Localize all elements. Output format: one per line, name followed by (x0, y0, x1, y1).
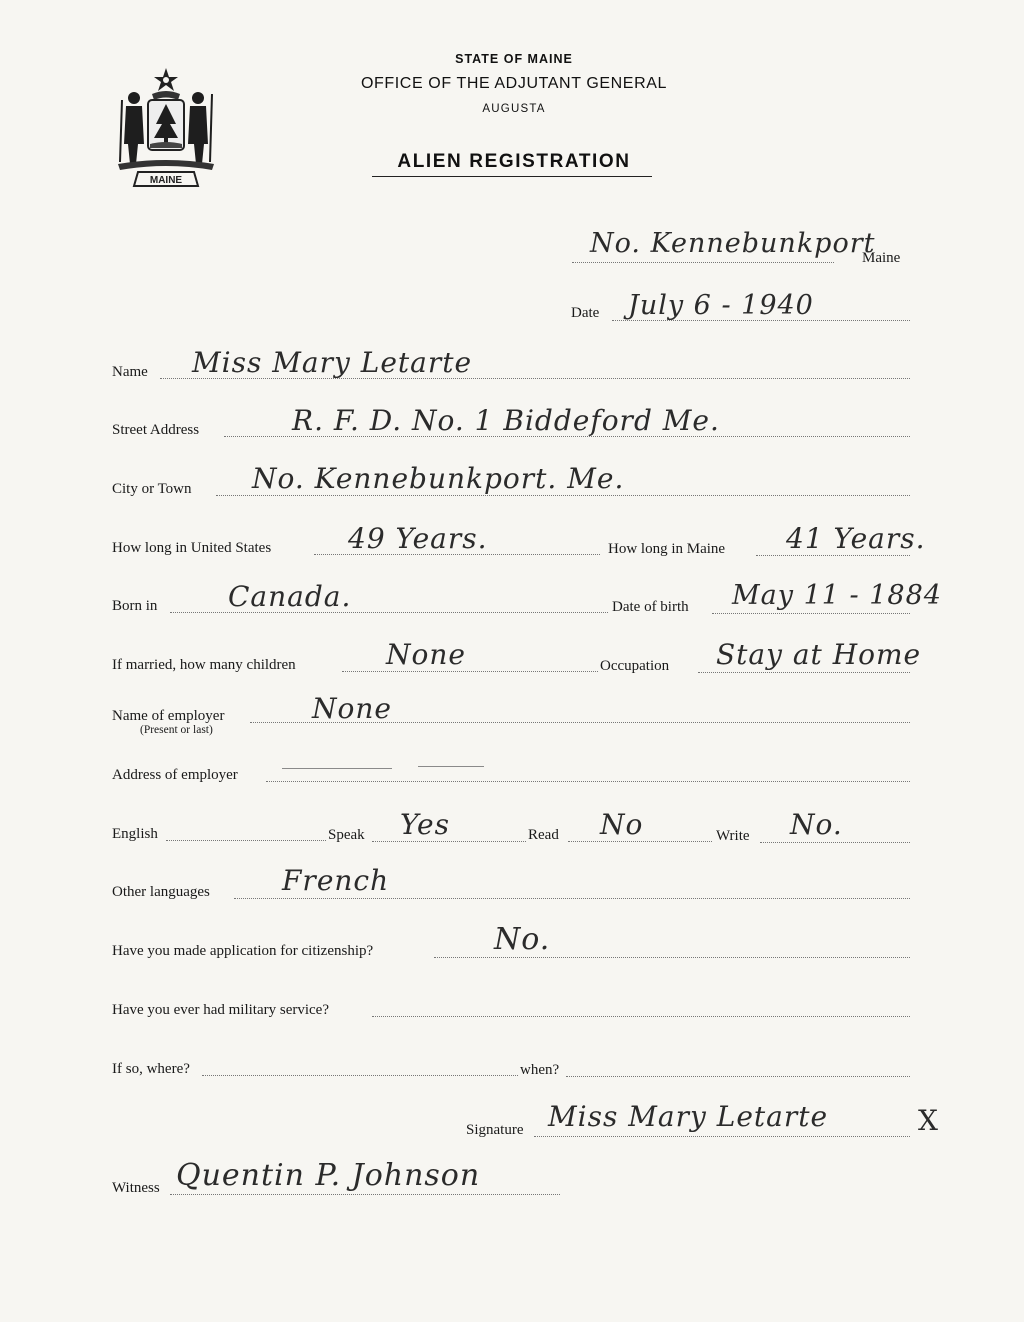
svg-text:MAINE: MAINE (149, 175, 183, 186)
children-value: None (386, 638, 466, 671)
employer-name-value: None (312, 692, 392, 725)
town-value: No. Kennebunkport (590, 228, 876, 259)
when-line (566, 1076, 910, 1077)
date-value: July 6 - 1940 (628, 290, 814, 321)
english-line (166, 840, 326, 841)
write-label: Write (716, 828, 750, 844)
read-label: Read (528, 827, 559, 843)
how-long-maine-label: How long in Maine (608, 541, 726, 557)
employer-address-label: Address of employer (112, 767, 238, 783)
town-line (572, 262, 834, 263)
street-address-label: Street Address (112, 422, 200, 438)
witness-line (170, 1194, 560, 1195)
city-value: No. Kennebunkport. Me. (252, 462, 625, 495)
occupation-line (698, 672, 910, 673)
how-long-us-label: How long in United States (112, 540, 272, 556)
employer-address-dash-2 (418, 766, 484, 767)
write-value: No. (790, 808, 843, 841)
speak-label: Speak (328, 827, 365, 843)
signature-mark: X (918, 1104, 939, 1137)
other-languages-value: French (282, 864, 390, 897)
header-city: AUGUSTA (482, 103, 546, 115)
employer-address-line (266, 781, 910, 782)
citizenship-line (434, 957, 910, 958)
date-of-birth-line (712, 613, 910, 614)
write-line (760, 842, 910, 843)
read-value: No (600, 808, 644, 841)
if-so-where-line (202, 1075, 518, 1076)
military-line (372, 1016, 910, 1017)
employer-name-sublabel: (Present or last) (140, 724, 213, 736)
signature-label: Signature (466, 1122, 524, 1138)
employer-name-label: Name of employer (112, 708, 225, 724)
date-label: Date (571, 305, 600, 321)
employer-address-dash-1 (282, 768, 392, 769)
read-line (568, 841, 712, 842)
witness-value: Quentin P. Johnson (176, 1158, 481, 1193)
citizenship-value: No. (494, 922, 551, 957)
military-label: Have you ever had military service? (112, 1002, 329, 1018)
children-label: If married, how many children (112, 657, 296, 673)
other-languages-line (234, 898, 910, 899)
city-line (216, 495, 910, 496)
how-long-maine-line (756, 555, 910, 556)
name-value: Miss Mary Letarte (192, 346, 473, 379)
how-long-maine-value: 41 Years. (786, 522, 926, 555)
if-so-where-label: If so, where? (112, 1061, 190, 1077)
born-in-label: Born in (112, 598, 158, 614)
name-label: Name (112, 364, 148, 380)
when-label: when? (520, 1062, 560, 1078)
date-of-birth-value: May 11 - 1884 (732, 580, 942, 611)
speak-value: Yes (400, 808, 450, 841)
english-label: English (112, 826, 158, 842)
date-of-birth-label: Date of birth (612, 599, 689, 615)
signature-line (534, 1136, 910, 1137)
form-title: ALIEN REGISTRATION (397, 151, 631, 172)
header-state: STATE OF MAINE (455, 52, 573, 66)
children-line (342, 671, 598, 672)
street-address-value: R. F. D. No. 1 Biddeford Me. (292, 404, 720, 437)
other-languages-label: Other languages (112, 884, 210, 900)
occupation-value: Stay at Home (716, 638, 922, 671)
occupation-label: Occupation (600, 658, 670, 674)
citizenship-label: Have you made application for citizenship? (112, 943, 374, 959)
signature-value: Miss Mary Letarte (548, 1100, 829, 1133)
header-office: OFFICE OF THE ADJUTANT GENERAL (360, 75, 668, 92)
speak-line (372, 841, 526, 842)
maine-label: Maine (862, 250, 901, 266)
witness-label: Witness (112, 1180, 160, 1196)
city-label: City or Town (112, 481, 192, 497)
born-in-value: Canada. (228, 580, 352, 613)
how-long-us-value: 49 Years. (348, 522, 488, 555)
title-underline (372, 176, 652, 177)
